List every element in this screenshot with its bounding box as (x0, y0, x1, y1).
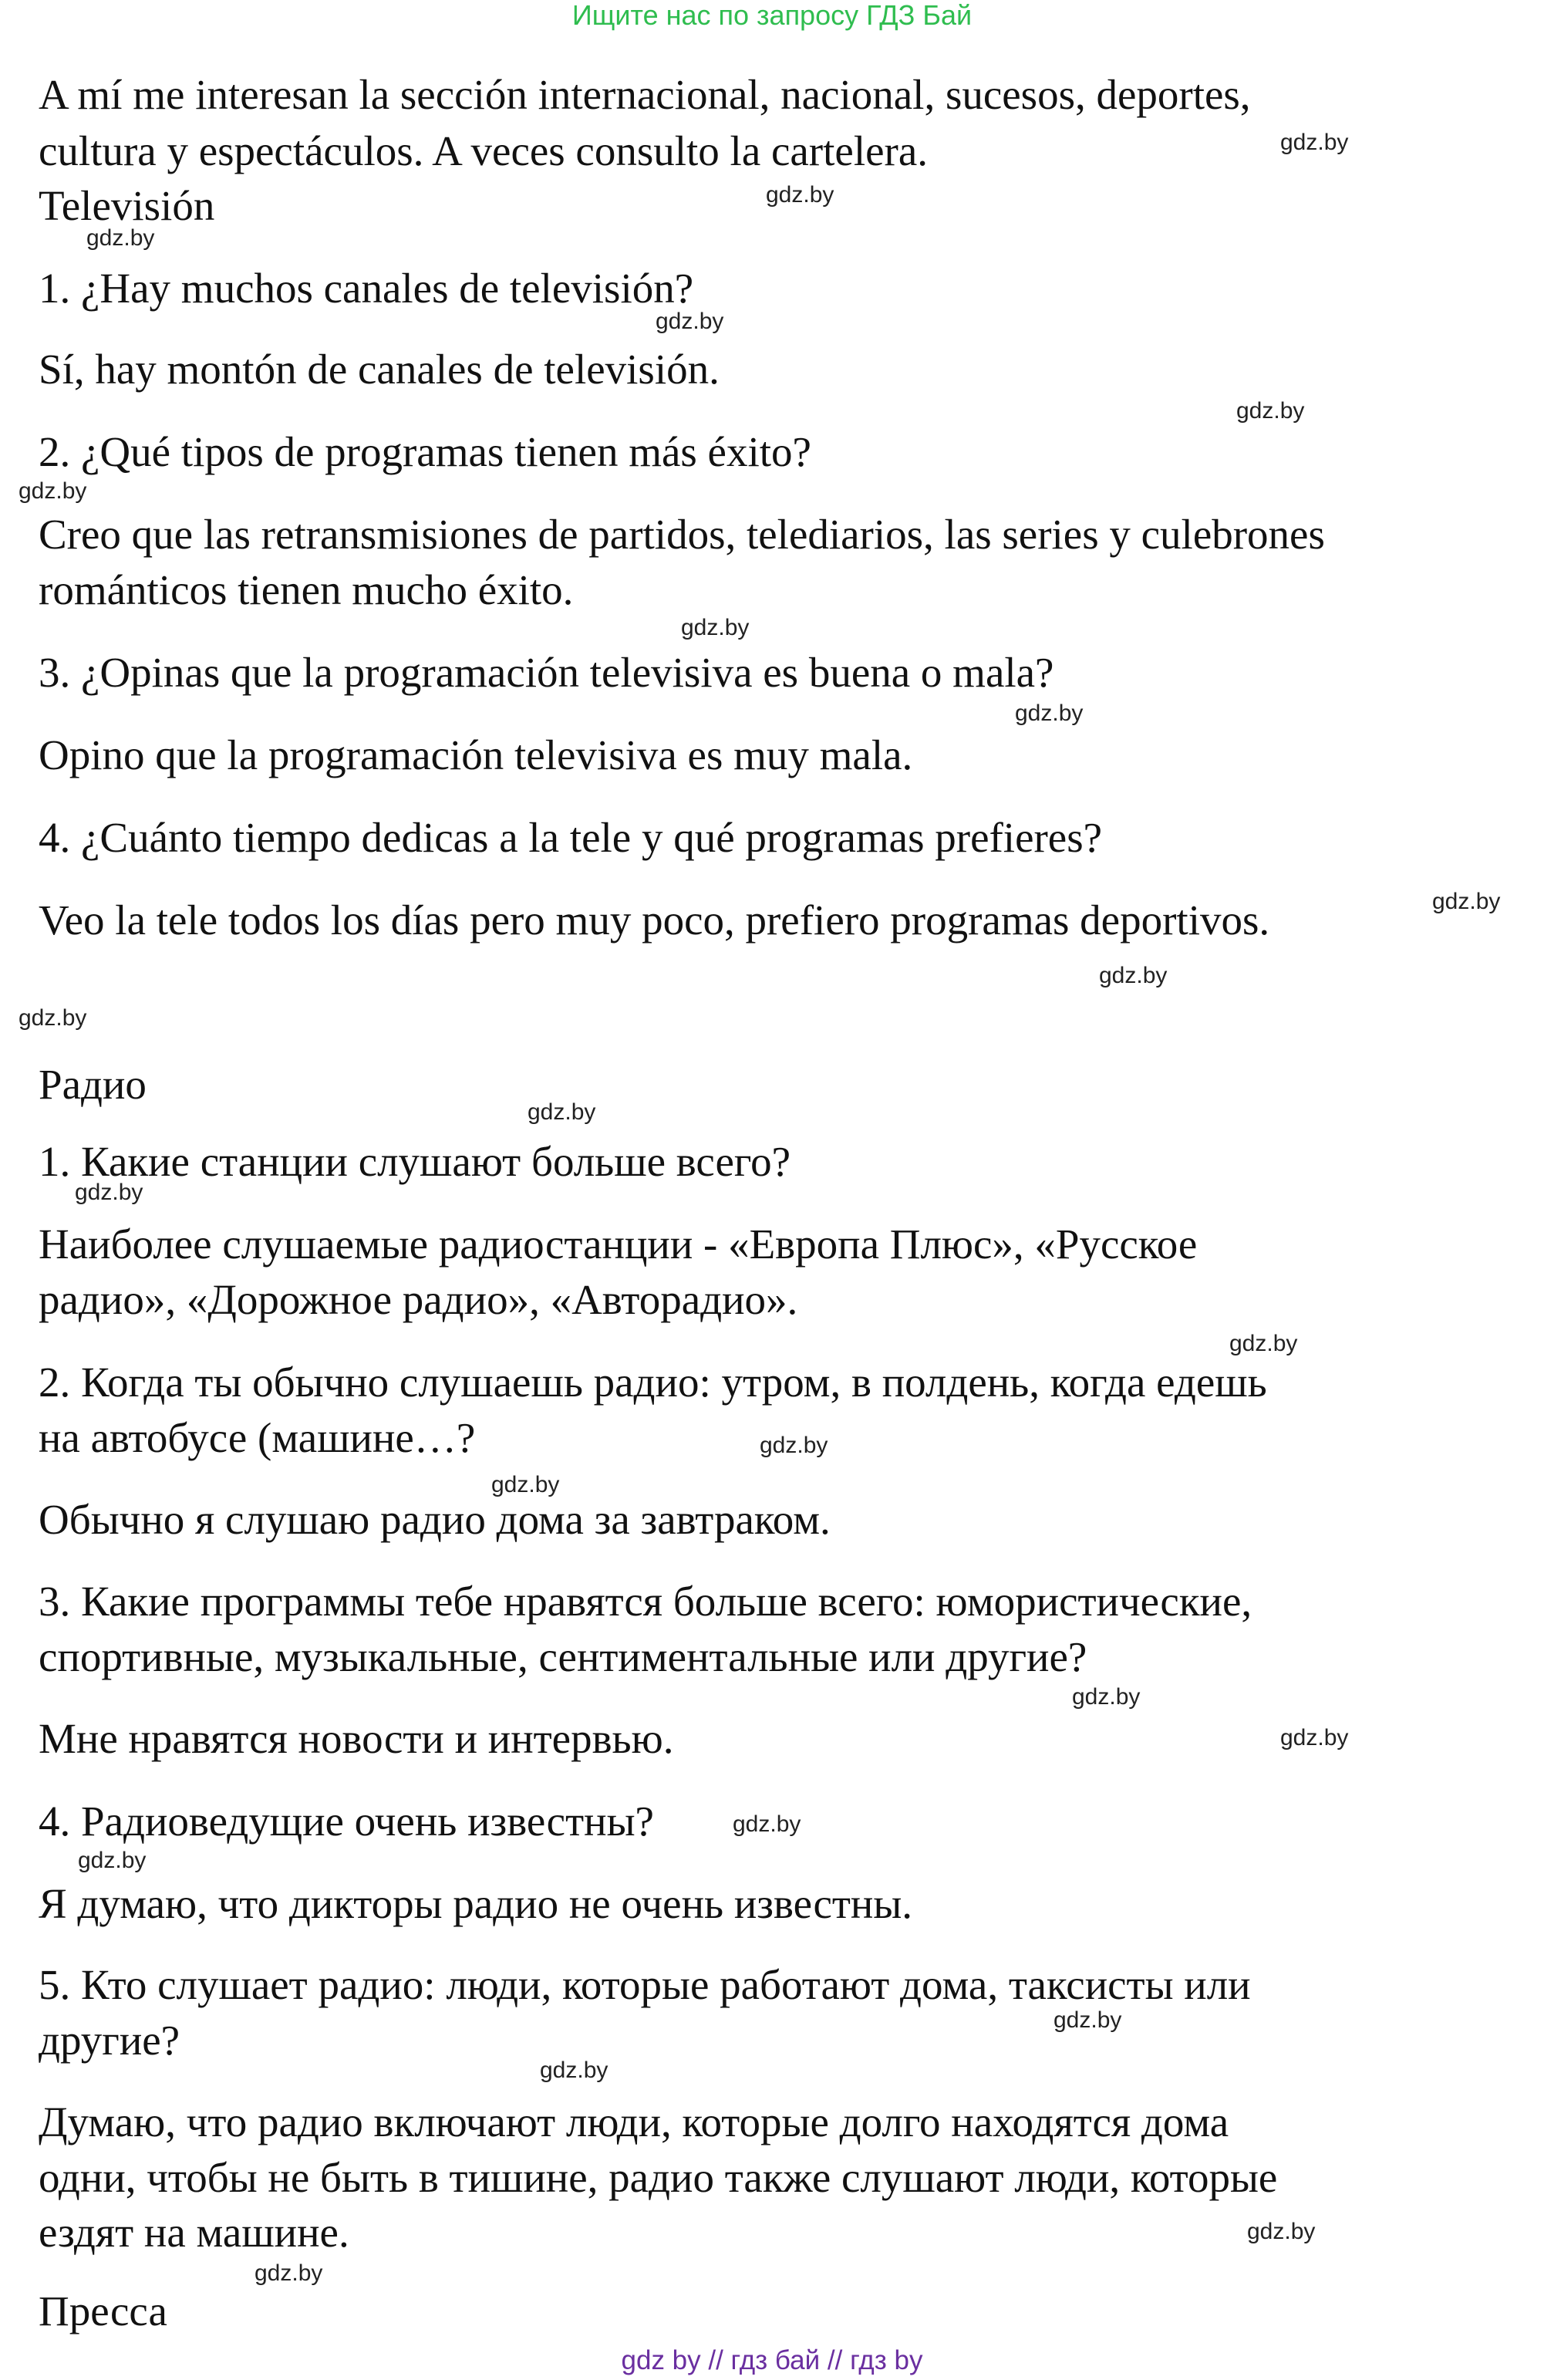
watermark: gdz.by (1099, 963, 1168, 988)
watermark: gdz.by (760, 1433, 828, 1458)
question-line: 3. ¿Opinas que la programación televisiva es buena o mala? (39, 649, 1054, 696)
watermark: gdz.by (1053, 2007, 1122, 2033)
header-banner: Ищите нас по запросу ГДЗ Бай (571, 0, 973, 31)
footer-banner: gdz by // гдз бай // гдз by (621, 2345, 923, 2375)
answer-line: Я думаю, что дикторы радио не очень известны. (39, 1880, 913, 1927)
answer-line: Sí, hay montón de canales de televisión. (39, 346, 720, 393)
question-line: 2. ¿Qué tipos de programas tienen más éxito? (39, 428, 811, 475)
watermark: gdz.by (733, 1811, 801, 1837)
question-line: другие? (39, 2017, 180, 2064)
watermark: gdz.by (491, 1472, 560, 1497)
watermark: gdz.by (1280, 130, 1349, 155)
question-line: 3. Какие программы тебе нравятся больше всего: юмористические, (39, 1578, 1252, 1625)
answer-line: Думаю, что радио включают люди, которые долго находятся дома (39, 2098, 1229, 2145)
answer-line: радио», «Дорожное радио», «Авторадио». (39, 1276, 798, 1323)
question-line: 2. Когда ты обычно слушаешь радио: утром, в полдень, когда едешь (39, 1359, 1267, 1406)
watermark: gdz.by (1229, 1331, 1298, 1356)
answer-line: Veo la tele todos los días pero muy poco, prefiero programas deportivos. (39, 896, 1270, 944)
watermark: gdz.by (1280, 1725, 1349, 1750)
text-line: cultura y espectáculos. A veces consulto la cartelera. (39, 127, 928, 174)
watermark: gdz.by (528, 1099, 596, 1125)
answer-line: románticos tienen mucho éxito. (39, 566, 574, 613)
question-line: 1. ¿Hay muchos canales de televisión? (39, 265, 694, 312)
question-line: на автобусе (машине…? (39, 1414, 476, 1461)
watermark: gdz.by (1247, 2219, 1316, 2244)
question-line: 5. Кто слушает радио: люди, которые работают дома, таксисты или (39, 1961, 1251, 2008)
watermark: gdz.by (19, 478, 87, 504)
section-heading-radio: Радио (39, 1061, 147, 1108)
watermark: gdz.by (1072, 1684, 1141, 1710)
question-line: 4. ¿Cuánto tiempo dedicas a la tele y qué programas prefieres? (39, 814, 1103, 861)
answer-line: одни, чтобы не быть в тишине, радио также слушают люди, которые (39, 2154, 1278, 2201)
watermark: gdz.by (19, 1005, 87, 1031)
question-line: спортивные, музыкальные, сентиментальные или другие? (39, 1633, 1087, 1680)
watermark: gdz.by (255, 2260, 323, 2286)
watermark: gdz.by (540, 2058, 608, 2083)
answer-line: ездят на машине. (39, 2209, 349, 2256)
watermark: gdz.by (86, 225, 155, 251)
answer-line: Creo que las retransmisiones de partidos, telediarios, las series y culebrones (39, 511, 1325, 558)
question-line: 1. Какие станции слушают больше всего? (39, 1138, 791, 1185)
watermark: gdz.by (1432, 889, 1501, 914)
answer-line: Наиболее слушаемые радиостанции - «Европа Плюс», «Русское (39, 1220, 1198, 1268)
watermark: gdz.by (766, 182, 834, 208)
question-line: 4. Радиоведущие очень известны? (39, 1798, 654, 1845)
answer-line: Мне нравятся новости и интервью. (39, 1715, 674, 1762)
watermark: gdz.by (681, 615, 750, 640)
watermark: gdz.by (75, 1180, 143, 1205)
answer-line: Обычно я слушаю радио дома за завтраком. (39, 1496, 831, 1543)
watermark: gdz.by (656, 309, 724, 334)
text-line: A mí me interesan la sección internacional, nacional, sucesos, deportes, (39, 71, 1251, 118)
watermark: gdz.by (1236, 398, 1305, 424)
watermark: gdz.by (1015, 700, 1084, 726)
section-heading-television: Televisión (39, 182, 215, 229)
section-heading-press: Пресса (39, 2287, 167, 2334)
watermark: gdz.by (78, 1848, 147, 1873)
answer-line: Opino que la programación televisiva es muy mala. (39, 731, 913, 778)
